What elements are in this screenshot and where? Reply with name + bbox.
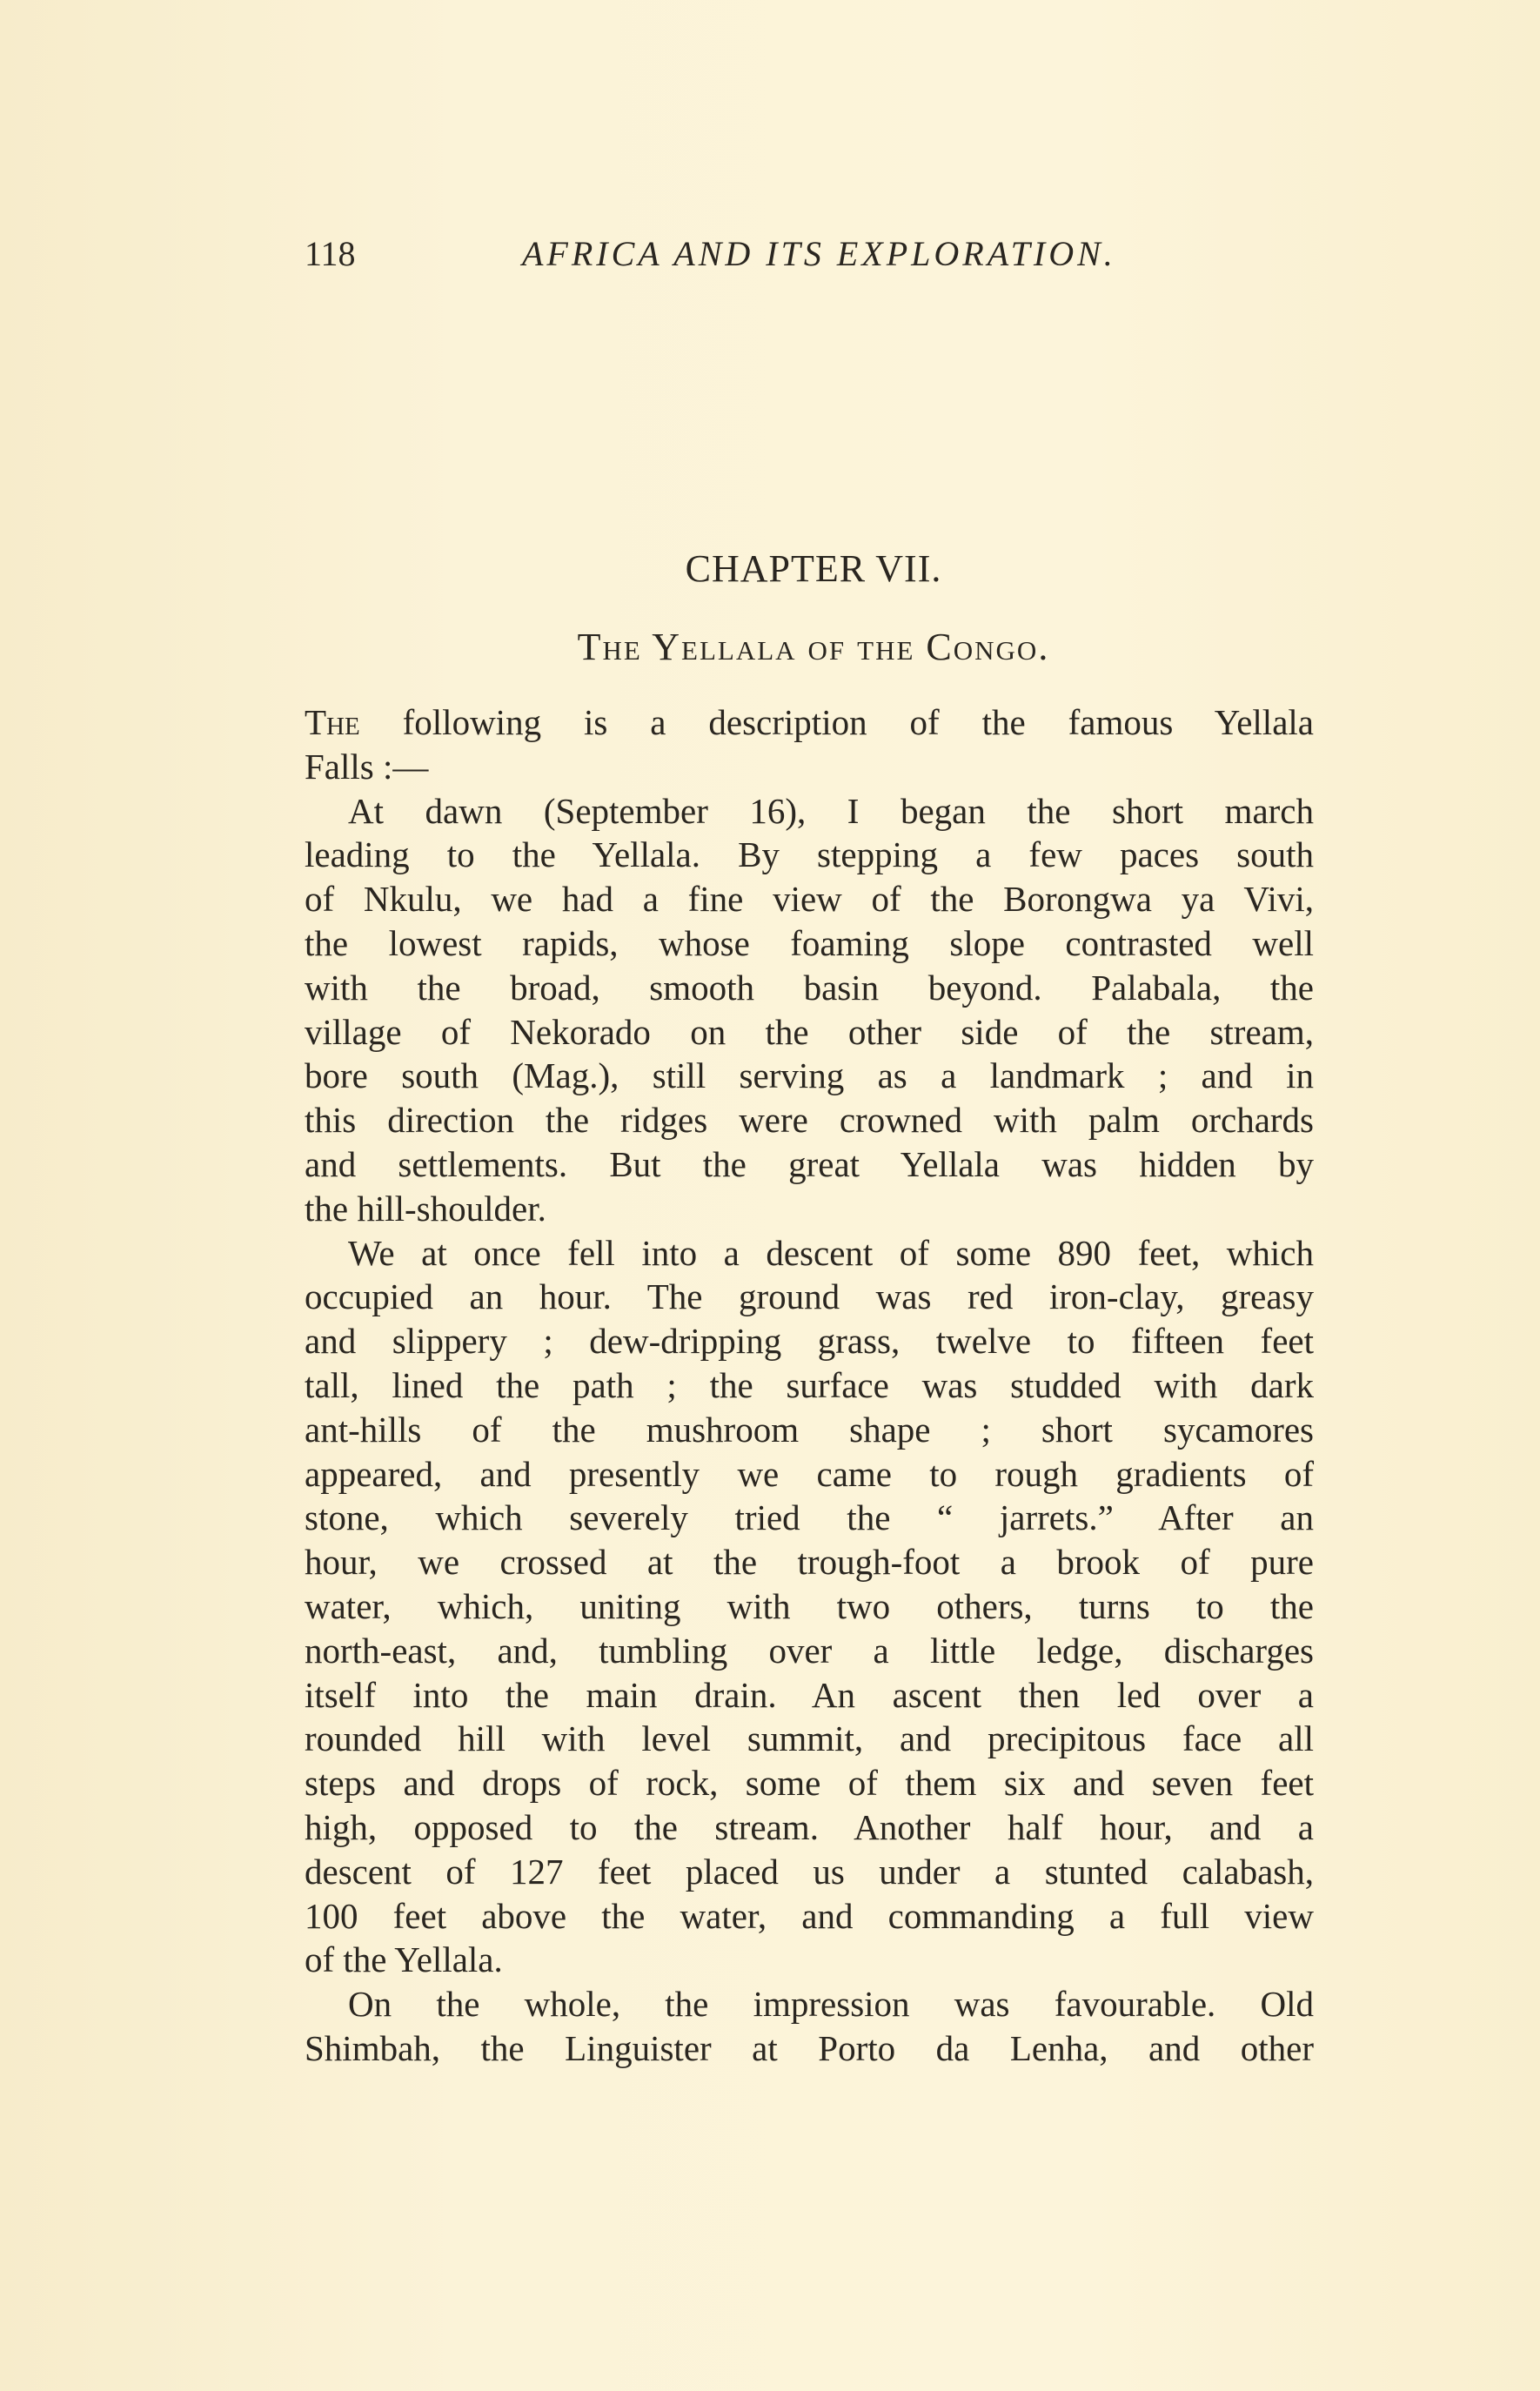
text-line: bore south (Mag.), still serving as a landmark ; and in (305, 1055, 1314, 1096)
text-line: north-east, and, tumbling over a little ledge, discharges (305, 1630, 1314, 1671)
text-line: village of Nekorado on the other side of the stream, (305, 1011, 1314, 1052)
text-line: itself into the main drain. An ascent then led over a (305, 1674, 1314, 1715)
text-line: of the Yellala. (305, 1939, 503, 1980)
text-line: the hill-shoulder. (305, 1188, 546, 1229)
chapter-number: CHAPTER VII. (685, 547, 942, 590)
paragraph (305, 1231, 1314, 1983)
text-line: At dawn (September 16), I began the short march (348, 790, 1314, 831)
running-head (305, 228, 1322, 280)
text-line: stone, which severely tried the “ jarrets.” After an (305, 1497, 1314, 1538)
text-line: occupied an hour. The ground was red iron-clay, greasy (305, 1276, 1314, 1317)
text-line: On the whole, the impression was favourable. Old (348, 1984, 1314, 2025)
text-line: of Nkulu, we had a fine view of the Borongwa ya Vivi, (305, 879, 1314, 920)
running-title: AFRICA AND ITS EXPLORATION. (522, 234, 1116, 273)
text-line: rounded hill with level summit, and precipitous face all (305, 1718, 1314, 1759)
text-line: water, which, uniting with two others, turns to the (305, 1585, 1314, 1626)
text-line: this direction the ridges were crowned with palm orchards (305, 1100, 1314, 1141)
text-line: tall, lined the path ; the surface was studded with dark (305, 1364, 1314, 1405)
text-line: The following is a description of the famous Yellala (305, 702, 1314, 742)
opening-word: The (305, 702, 360, 742)
text-line: with the broad, smooth basin beyond. Palabala, the (305, 967, 1314, 1008)
text-line: and slippery ; dew-dripping grass, twelve to fifteen feet (305, 1321, 1314, 1362)
paragraph (305, 789, 1314, 1231)
text-line: Shimbah, the Linguister at Porto da Lenha, and other (305, 2027, 1314, 2068)
text-line: We at once fell into a descent of some 890 feet, which (348, 1232, 1314, 1273)
paragraph (305, 1982, 1314, 2071)
page-number: 118 (305, 234, 356, 273)
text-line: appeared, and presently we came to rough gradients of (305, 1453, 1314, 1494)
paragraph (305, 700, 1314, 789)
text-line: 100 feet above the water, and commanding a full view (305, 1895, 1314, 1936)
text-line: steps and drops of rock, some of them six and seven feet (305, 1763, 1314, 1804)
body-text (305, 700, 1314, 2071)
text-line: hour, we crossed at the trough-foot a brook of pure (305, 1542, 1314, 1583)
text-line: ant-hills of the mushroom shape ; short sycamores (305, 1409, 1314, 1450)
text-line: high, opposed to the stream. Another half hour, and a (305, 1806, 1314, 1847)
text-line: leading to the Yellala. By stepping a few paces south (305, 834, 1314, 875)
text-line: descent of 127 feet placed us under a stunted calabash, (305, 1851, 1314, 1892)
text-line: Falls :— (305, 746, 429, 787)
chapter-title: The Yellala of the Congo. (577, 626, 1050, 668)
text-line: the lowest rapids, whose foaming slope contrasted well (305, 922, 1314, 963)
text-line: and settlements. But the great Yellala was hidden by (305, 1143, 1314, 1184)
